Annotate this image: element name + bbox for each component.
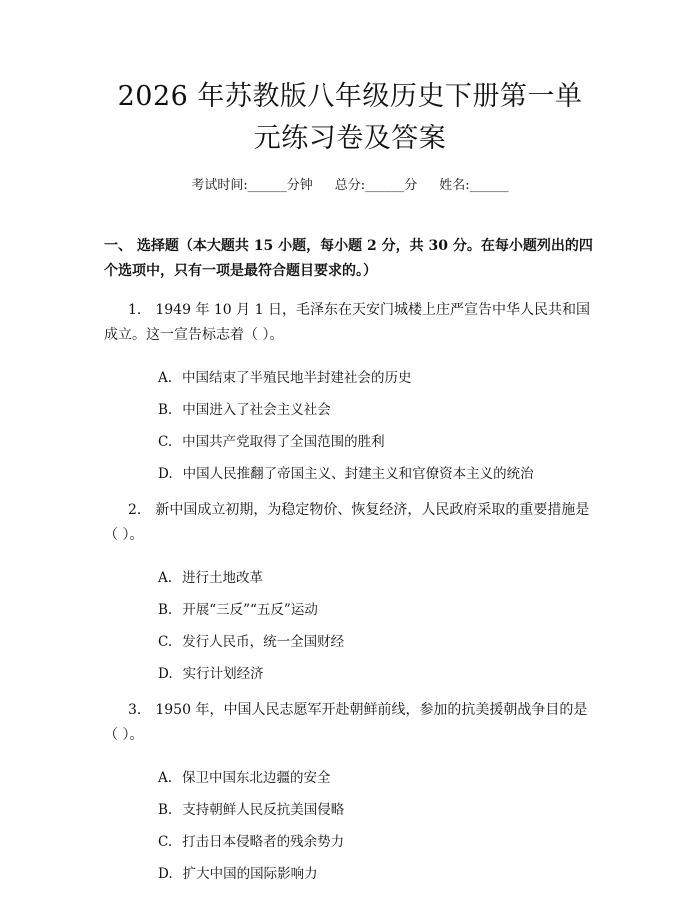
option-a — [158, 368, 596, 388]
option-c — [158, 432, 596, 452]
score-unit: 分 — [404, 178, 418, 193]
question-number: 1. — [128, 302, 142, 318]
document-title: 2026 年苏教版八年级历史下册第一单元练习卷及答案 — [117, 81, 583, 154]
question-1 — [104, 298, 596, 484]
time-unit: 分钟 — [286, 178, 313, 193]
option-b — [158, 600, 596, 620]
option-c — [158, 832, 596, 852]
time-blank: ______ — [247, 178, 287, 193]
option-label: D. — [158, 466, 173, 482]
option-label: D. — [158, 866, 173, 882]
option-text: 中国人民推翻了帝国主义、封建主义和官僚资本主义的统治 — [182, 466, 534, 482]
section-heading: 一、 选择题（本大题共 15 小题，每小题 2 分，共 30 分。在每小题列出的四个选项中，只有一项是最符合题目要求的。） — [104, 238, 593, 279]
option-text: 支持朝鲜人民反抗美国侵略 — [182, 802, 345, 818]
option-label: C. — [158, 834, 173, 850]
option-text: 保卫中国东北边疆的安全 — [182, 770, 331, 786]
option-label: B. — [158, 802, 173, 818]
option-text: 中国共产党取得了全国范围的胜利 — [182, 434, 385, 450]
option-a — [158, 568, 596, 588]
option-label: A. — [158, 770, 173, 786]
question-2 — [104, 498, 596, 684]
question-text: 新中国成立初期，为稳定物价、恢复经济，人民政府采取的重要措施是（ ）。 — [104, 502, 590, 543]
question-stem — [104, 698, 596, 748]
option-text: 中国进入了社会主义社会 — [182, 402, 331, 418]
option-label: B. — [158, 602, 173, 618]
name-label: 姓名: — [439, 178, 470, 193]
option-b — [158, 400, 596, 420]
question-number: 2. — [128, 502, 142, 518]
option-text: 扩大中国的国际影响力 — [182, 866, 318, 882]
option-d — [158, 864, 596, 884]
score-blank: ______ — [365, 178, 405, 193]
option-label: B. — [158, 402, 173, 418]
option-b — [158, 800, 596, 820]
option-label: D. — [158, 666, 173, 682]
option-c — [158, 632, 596, 652]
option-text: 发行人民币，统一全国财经 — [182, 634, 345, 650]
option-d — [158, 664, 596, 684]
option-text: 中国结束了半殖民地半封建社会的历史 — [182, 370, 412, 386]
option-a — [158, 768, 596, 788]
option-text: 打击日本侵略者的残余势力 — [182, 834, 345, 850]
time-label: 考试时间: — [191, 178, 248, 193]
option-label: A. — [158, 570, 173, 586]
question-stem — [104, 498, 596, 548]
option-text: 开展“三反”“五反”运动 — [182, 602, 318, 618]
option-label: C. — [158, 434, 173, 450]
question-number: 3. — [128, 702, 142, 718]
option-text: 实行计划经济 — [182, 666, 264, 682]
option-label: C. — [158, 634, 173, 650]
option-text: 进行土地改革 — [182, 570, 264, 586]
option-d — [158, 464, 596, 484]
score-label: 总分: — [334, 178, 366, 193]
question-3 — [104, 698, 596, 884]
exam-info-line — [104, 176, 596, 196]
question-text: 1950 年，中国人民志愿军开赴朝鲜前线，参加的抗美援朝战争目的是（ ）。 — [104, 702, 588, 743]
name-blank: ______ — [469, 178, 509, 193]
question-text: 1949 年 10 月 1 日，毛泽东在天安门城楼上庄严宣告中华人民共和国成立。这一宣告标志着（ ）。 — [104, 302, 590, 343]
option-label: A. — [158, 370, 173, 386]
question-stem — [104, 298, 596, 348]
